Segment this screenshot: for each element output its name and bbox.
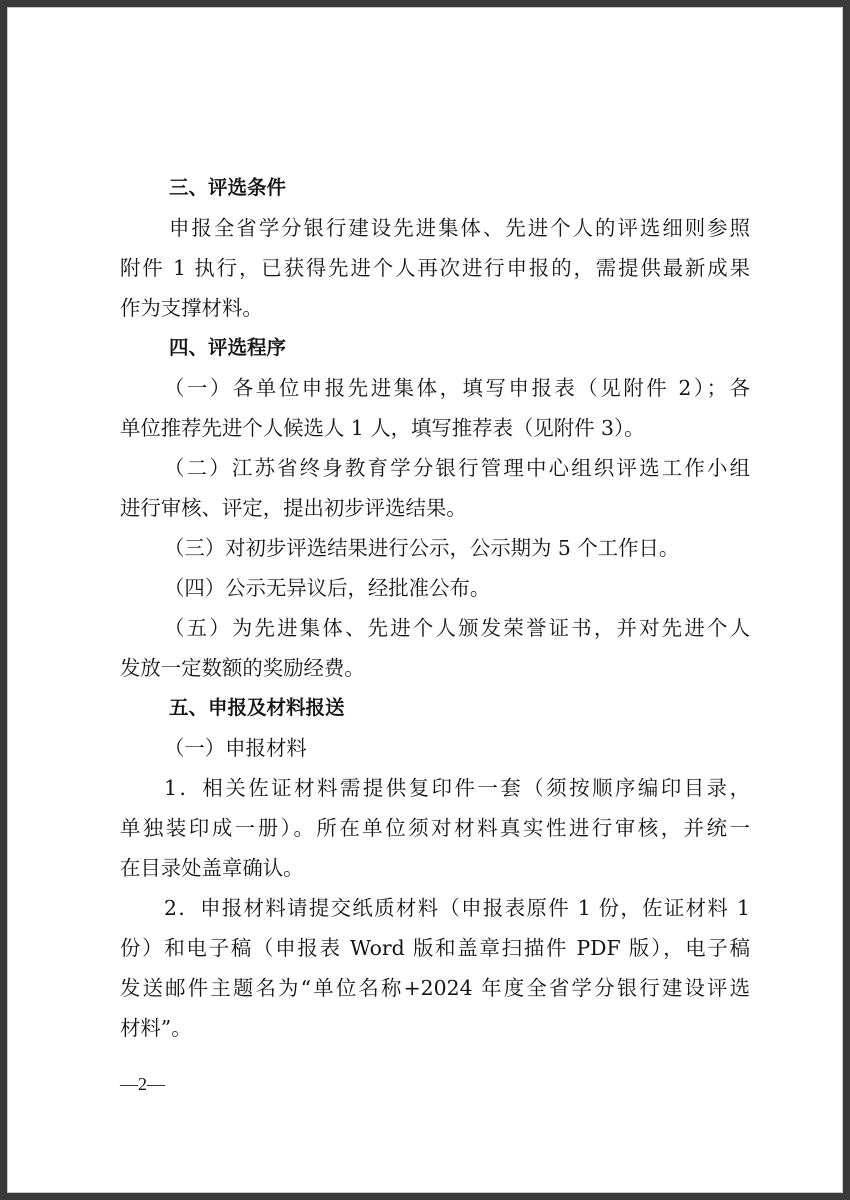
section-heading-3: 三、评选条件 [169,176,287,199]
paragraph-line: （四）公示无异议后，经批准公布。 [164,576,491,600]
paragraph-line: 1．相关佐证材料需提供复印件一套（须按顺序编印目录， [164,776,750,800]
paragraph-line: （一）各单位申报先进集体，填写申报表（见附件 2）；各 [164,376,750,400]
paragraph-line: 单位推荐先进个人候选人 1 人，填写推荐表（见附件 3）。 [120,416,645,440]
paragraph-line: 进行审核、评定，提出初步评选结果。 [120,496,467,520]
paragraph-line: （五）为先进集体、先进个人颁发荣誉证书，并对先进个人 [164,616,750,640]
paragraph-line: （三）对初步评选结果进行公示，公示期为 5 个工作日。 [164,536,680,560]
paragraph-line: （二）江苏省终身教育学分银行管理中心组织评选工作小组 [164,456,750,480]
paragraph-line: 发送邮件主题名为“单位名称+2024 年度全省学分银行建设评选 [120,976,750,1000]
paragraph-line: 作为支撑材料。 [120,296,263,320]
paragraph-line: 发放一定数额的奖励经费。 [120,656,365,680]
section-heading-5: 五、申报及材料报送 [169,696,345,719]
paragraph-line: 申报全省学分银行建设先进集体、先进个人的评选细则参照 [169,216,750,240]
paragraph-line: 2．申报材料请提交纸质材料（申报表原件 1 份，佐证材料 1 [164,896,750,920]
paragraph-line: 在目录处盖章确认。 [120,856,304,880]
document-body [120,168,750,1048]
paragraph-line: 材料”。 [120,1016,192,1040]
page-number: —2— [120,1074,165,1094]
paragraph-line: 单独装印成一册）。所在单位须对材料真实性进行审核，并统一 [120,816,750,840]
paragraph-line: 附件 1 执行，已获得先进个人再次进行申报的，需提供最新成果 [120,256,750,280]
subsection-heading: （一）申报材料 [164,736,307,760]
section-heading-4: 四、评选程序 [169,336,287,359]
paragraph-line: 份）和电子稿（申报表 Word 版和盖章扫描件 PDF 版），电子稿 [120,936,750,960]
document-page [7,7,843,1193]
